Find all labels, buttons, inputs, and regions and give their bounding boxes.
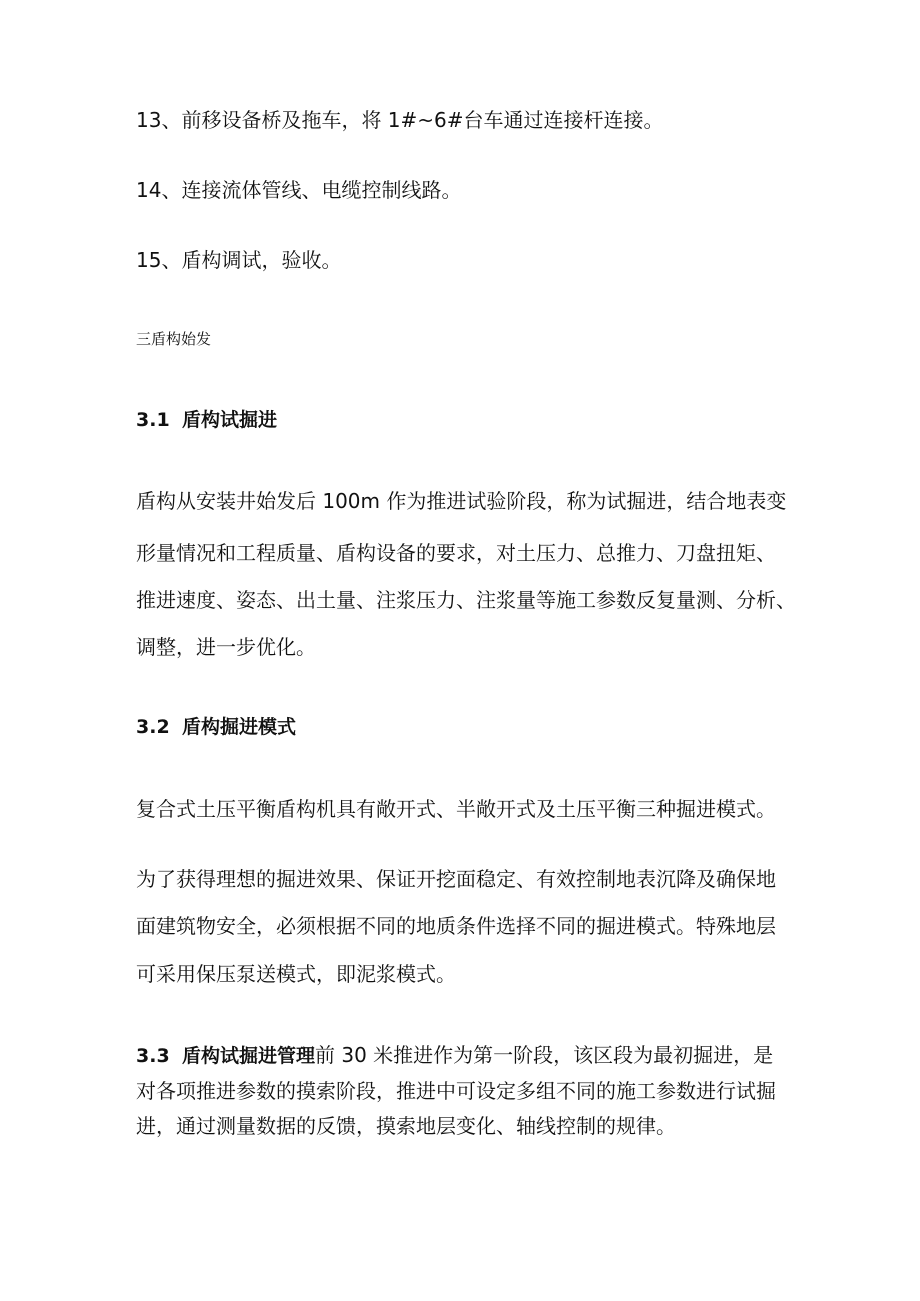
section-heading-3-2 (136, 712, 296, 742)
chapter-title: 三盾构始发 (136, 330, 212, 348)
section-heading-3-3 (136, 1045, 315, 1067)
section-title: 盾构试掘进 (182, 409, 278, 431)
section-title: 盾构试掘进管理 (182, 1045, 316, 1067)
section-number: 3.3 (136, 1045, 170, 1067)
section-3-3-first-line (136, 1040, 773, 1071)
paragraph-line: 推进速度、姿态、出土量、注浆压力、注浆量等施工参数反复量测、分析、 (136, 588, 796, 612)
section-heading-3-1 (136, 405, 277, 435)
paragraph-run: 前 30 米推进作为第一阶段，该区段为最初掘进，是 (315, 1043, 774, 1067)
paragraph-line: 进，通过测量数据的反馈，摸索地层变化、轴线控制的规律。 (136, 1114, 676, 1138)
paragraph-line: 复合式土压平衡盾构机具有敞开式、半敞开式及土压平衡三种掘进模式。 (136, 797, 776, 821)
section-number: 3.2 (136, 716, 170, 738)
paragraph-line: 盾构从安装井始发后 100m 作为推进试验阶段，称为试掘进，结合地表变 (136, 489, 787, 513)
paragraph-line: 对各项推进参数的摸索阶段，推进中可设定多组不同的施工参数进行试掘 (136, 1079, 776, 1103)
step-15: 15、盾构调试，验收。 (136, 248, 342, 272)
section-number: 3.1 (136, 409, 170, 431)
section-title: 盾构掘进模式 (182, 716, 297, 738)
paragraph-line: 可采用保压泵送模式，即泥浆模式。 (136, 962, 456, 986)
paragraph-line: 调整，进一步优化。 (136, 635, 316, 659)
step-13: 13、前移设备桥及拖车，将 1#~6#台车通过连接杆连接。 (136, 108, 664, 132)
step-14: 14、连接流体管线、电缆控制线路。 (136, 178, 462, 202)
paragraph-line: 面建筑物安全，必须根据不同的地质条件选择不同的掘进模式。特殊地层 (136, 914, 776, 938)
paragraph-line: 为了获得理想的掘进效果、保证开挖面稳定、有效控制地表沉降及确保地 (136, 867, 776, 891)
paragraph-line: 形量情况和工程质量、盾构设备的要求，对土压力、总推力、刀盘扭矩、 (136, 541, 776, 565)
